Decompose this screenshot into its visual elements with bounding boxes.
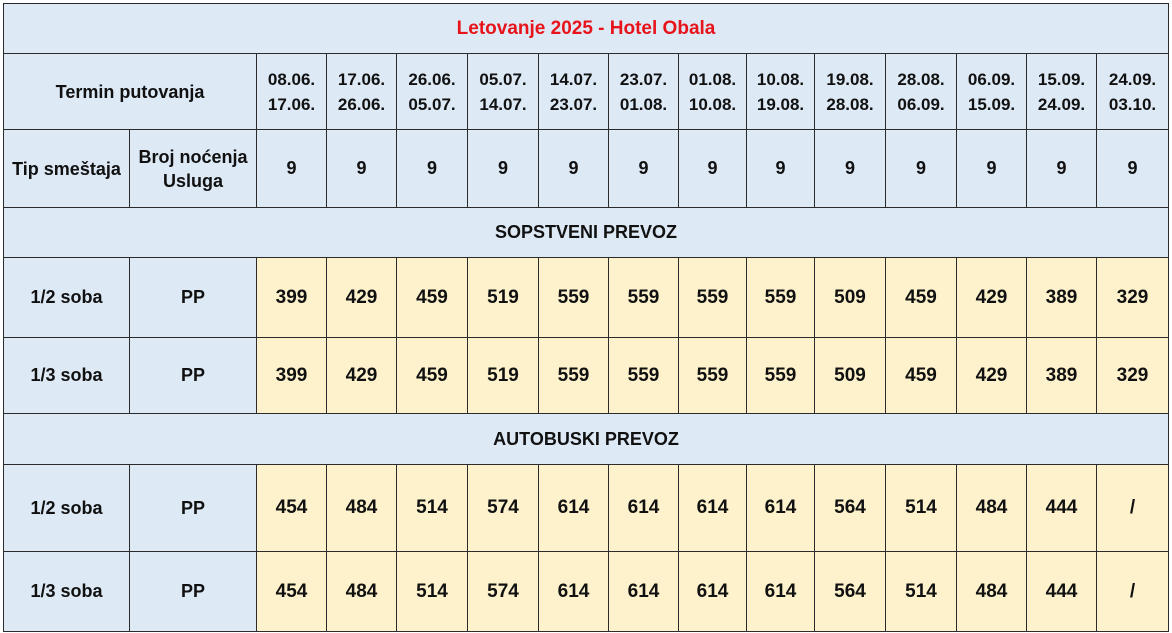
period-from: 23.07.: [619, 69, 668, 89]
price-cell: 399: [257, 338, 327, 414]
nights-cell: 9: [679, 130, 747, 208]
section-title: AUTOBUSKI PREVOZ: [4, 414, 1169, 465]
price-table: [3, 3, 1169, 632]
nights-cell: 9: [609, 130, 679, 208]
price-cell: 429: [327, 338, 397, 414]
price-cell: 444: [1027, 552, 1097, 632]
price-cell: 484: [327, 465, 397, 552]
price-cell: 454: [257, 552, 327, 632]
price-cell: 429: [327, 258, 397, 338]
price-cell: 564: [815, 552, 886, 632]
period-to: 26.06.: [337, 94, 386, 114]
table-row: [4, 552, 1169, 632]
price-cell: 509: [815, 338, 886, 414]
price-cell: 559: [679, 338, 747, 414]
price-cell: 459: [886, 258, 957, 338]
price-cell: 389: [1027, 258, 1097, 338]
period-header: [397, 54, 468, 130]
nights-cell: 9: [397, 130, 468, 208]
price-cell: 614: [539, 465, 609, 552]
period-header: [257, 54, 327, 130]
period-from: 28.08.: [897, 69, 945, 89]
price-cell: 459: [397, 258, 468, 338]
table-row: [4, 465, 1169, 552]
price-cell: 329: [1097, 258, 1169, 338]
price-cell: 559: [609, 258, 679, 338]
price-cell: 389: [1027, 338, 1097, 414]
price-cell: 559: [679, 258, 747, 338]
price-cell: 509: [815, 258, 886, 338]
period-header: [1027, 54, 1097, 130]
period-header: [815, 54, 886, 130]
service-cell: PP: [130, 258, 257, 338]
nights-cell: 9: [886, 130, 957, 208]
room-type-cell: 1/2 soba: [4, 258, 130, 338]
usluga-label: Usluga: [162, 170, 223, 191]
nights-cell: 9: [1097, 130, 1169, 208]
price-cell: 484: [957, 465, 1027, 552]
nights-cell: 9: [815, 130, 886, 208]
period-header: [539, 54, 609, 130]
service-cell: PP: [130, 465, 257, 552]
room-type-cell: 1/3 soba: [4, 552, 130, 632]
section-title: SOPSTVENI PREVOZ: [4, 208, 1169, 258]
price-cell: 559: [539, 338, 609, 414]
price-cell: 444: [1027, 465, 1097, 552]
period-from: 14.07.: [549, 69, 598, 89]
period-to: 14.07.: [479, 94, 527, 114]
termin-label: Termin putovanja: [4, 54, 257, 130]
period-from: 26.06.: [408, 69, 456, 89]
period-from: 17.06.: [337, 69, 386, 89]
period-to: 01.08.: [619, 94, 668, 114]
price-cell: 559: [747, 258, 815, 338]
price-cell: 429: [957, 258, 1027, 338]
period-from: 01.08.: [688, 69, 737, 89]
period-to: 24.09.: [1037, 94, 1086, 114]
period-to: 10.08.: [688, 94, 737, 114]
price-cell: 484: [327, 552, 397, 632]
price-cell: 574: [468, 465, 539, 552]
price-cell: 519: [468, 338, 539, 414]
price-cell: 429: [957, 338, 1027, 414]
period-header: [609, 54, 679, 130]
price-cell: 514: [397, 552, 468, 632]
broj-nocenja-usluga-label: [130, 130, 257, 208]
room-type-cell: 1/2 soba: [4, 465, 130, 552]
period-to: 17.06.: [267, 94, 316, 114]
period-to: 19.08.: [756, 94, 805, 114]
nights-cell: 9: [468, 130, 539, 208]
period-from: 05.07.: [479, 69, 527, 89]
room-type-cell: 1/3 soba: [4, 338, 130, 414]
period-from: 10.08.: [756, 69, 805, 89]
price-cell: 559: [747, 338, 815, 414]
price-cell: 614: [747, 552, 815, 632]
table-row: [4, 258, 1169, 338]
price-cell: 484: [957, 552, 1027, 632]
period-from: 08.06.: [267, 69, 316, 89]
price-cell: 559: [539, 258, 609, 338]
period-header: [1097, 54, 1169, 130]
table-row: [4, 338, 1169, 414]
service-cell: PP: [130, 552, 257, 632]
price-cell: 614: [609, 552, 679, 632]
price-cell: 514: [886, 465, 957, 552]
period-to: 05.07.: [408, 94, 456, 114]
table-title: Letovanje 2025 - Hotel Obala: [4, 4, 1169, 54]
price-cell: 399: [257, 258, 327, 338]
price-cell: 614: [747, 465, 815, 552]
nights-cell: 9: [327, 130, 397, 208]
price-cell: /: [1097, 552, 1169, 632]
period-to: 28.08.: [826, 94, 874, 114]
price-cell: 559: [609, 338, 679, 414]
broj-nocenja-label: Broj noćenja: [138, 146, 248, 167]
period-to: 06.09.: [897, 94, 945, 114]
price-cell: 459: [397, 338, 468, 414]
tip-smestaja-label: Tip smeštaja: [4, 130, 130, 208]
period-to: 23.07.: [549, 94, 598, 114]
nights-cell: 9: [957, 130, 1027, 208]
price-cell: 459: [886, 338, 957, 414]
period-to: 03.10.: [1108, 94, 1157, 114]
period-header: [957, 54, 1027, 130]
price-cell: 454: [257, 465, 327, 552]
price-cell: 614: [679, 552, 747, 632]
period-from: 15.09.: [1037, 69, 1086, 89]
price-cell: /: [1097, 465, 1169, 552]
price-cell: 329: [1097, 338, 1169, 414]
period-header: [886, 54, 957, 130]
price-cell: 514: [886, 552, 957, 632]
nights-cell: 9: [257, 130, 327, 208]
price-cell: 614: [539, 552, 609, 632]
period-header: [468, 54, 539, 130]
price-cell: 614: [609, 465, 679, 552]
nights-cell: 9: [747, 130, 815, 208]
period-from: 06.09.: [967, 69, 1016, 89]
nights-cell: 9: [1027, 130, 1097, 208]
period-header: [327, 54, 397, 130]
period-header: [679, 54, 747, 130]
period-from: 24.09.: [1108, 69, 1157, 89]
price-cell: 614: [679, 465, 747, 552]
price-cell: 519: [468, 258, 539, 338]
price-cell: 564: [815, 465, 886, 552]
period-to: 15.09.: [967, 94, 1016, 114]
price-cell: 514: [397, 465, 468, 552]
price-cell: 574: [468, 552, 539, 632]
nights-cell: 9: [539, 130, 609, 208]
period-from: 19.08.: [826, 69, 874, 89]
period-header: [747, 54, 815, 130]
service-cell: PP: [130, 338, 257, 414]
